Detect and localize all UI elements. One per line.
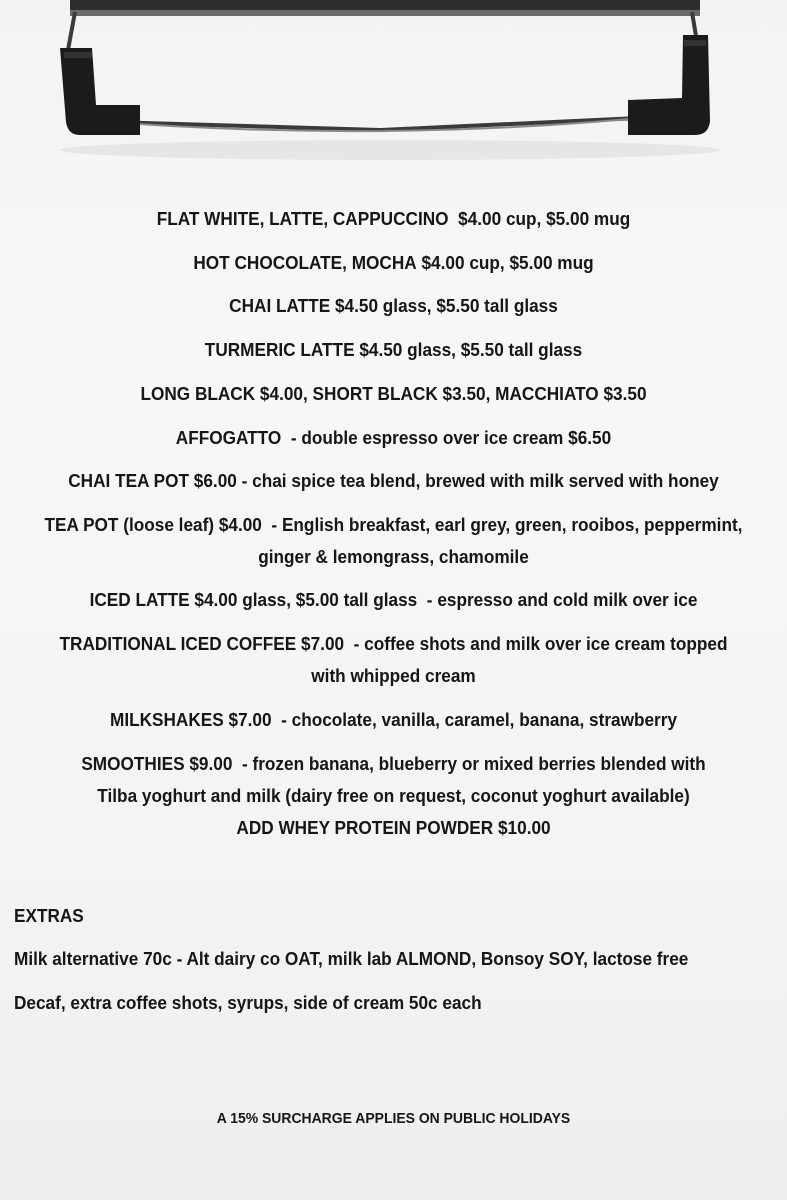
menu-item-iced-latte: ICED LATTE $4.00 glass, $5.00 tall glass - espresso and cold milk over ice: [89, 589, 698, 610]
menu-item-milkshakes: MILKSHAKES $7.00 - chocolate, vanilla, caramel, banana, strawberry: [109, 709, 678, 730]
menu-item-chai-tea-pot: CHAI TEA POT $6.00 - chai spice tea blend, brewed with milk served with honey: [68, 470, 719, 491]
menu-item-hot-chocolate: HOT CHOCOLATE, MOCHA $4.00 cup, $5.00 mug: [193, 252, 594, 273]
menu-item-protein-addon: ADD WHEY PROTEIN POWDER $10.00: [236, 817, 551, 838]
menu-item-tea-pot-continued: ginger & lemongrass, chamomile: [258, 546, 529, 567]
clipboard-clip-icon: [0, 0, 787, 170]
extras-line-decaf: Decaf, extra coffee shots, syrups, side of cream 50c each: [14, 992, 482, 1013]
menu-item-smoothies: SMOOTHIES $9.00 - frozen banana, blueberry or mixed berries blended with: [81, 753, 706, 774]
menu-item-smoothies-continued: Tilba yoghurt and milk (dairy free on request, coconut yoghurt available): [97, 785, 690, 806]
menu-item-affogatto: AFFOGATTO - double espresso over ice cream $6.50: [175, 427, 612, 448]
extras-line-milk: Milk alternative 70c - Alt dairy co OAT, milk lab ALMOND, Bonsoy SOY, lactose free: [14, 948, 689, 969]
menu-item-black-coffee: LONG BLACK $4.00, SHORT BLACK $3.50, MACCHIATO $3.50: [140, 383, 647, 404]
menu-item-flat-white: FLAT WHITE, LATTE, CAPPUCCINO $4.00 cup, $5.00 mug: [156, 208, 631, 229]
menu-item-chai-latte: CHAI LATTE $4.50 glass, $5.50 tall glass: [229, 295, 558, 316]
menu-item-turmeric-latte: TURMERIC LATTE $4.50 glass, $5.50 tall glass: [204, 339, 583, 360]
extras-heading: EXTRAS: [14, 905, 84, 926]
menu-item-iced-coffee: TRADITIONAL ICED COFFEE $7.00 - coffee shots and milk over ice cream topped: [59, 633, 728, 654]
menu-item-tea-pot: TEA POT (loose leaf) $4.00 - English breakfast, earl grey, green, rooibos, peppermint,: [44, 514, 743, 535]
menu-item-iced-coffee-continued: with whipped cream: [311, 665, 476, 686]
surcharge-notice: A 15% SURCHARGE APPLIES ON PUBLIC HOLIDAYS: [216, 1110, 571, 1127]
